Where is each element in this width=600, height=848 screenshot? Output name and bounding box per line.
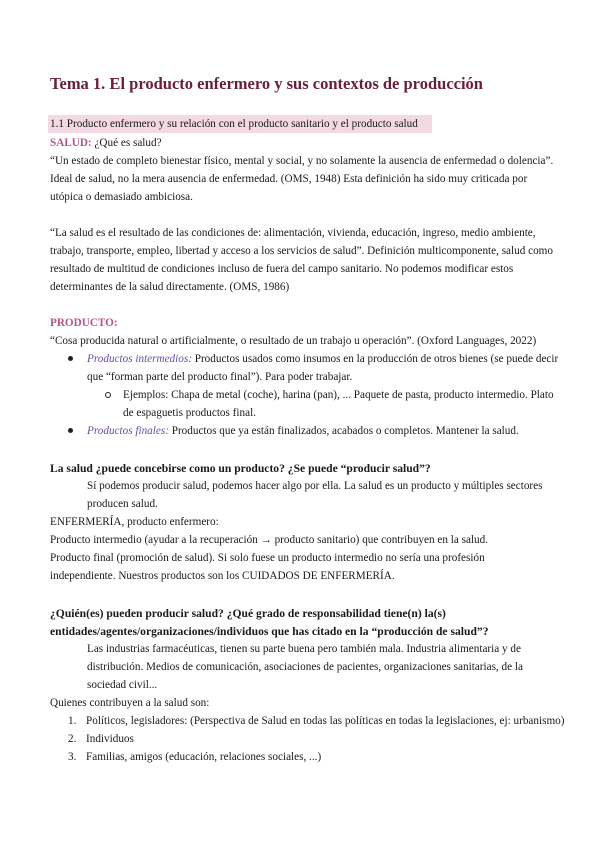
bullet-item-finales	[87, 422, 519, 441]
paragraph-line: trabajo, transporte, empleo, libertad y acceso a los servicios de salud”. Definición multicomponente, salud como	[50, 245, 553, 257]
producto-definition: “Cosa producida natural o artificialmente, o resultado de un trabajo u operación”. (Oxford Languages, 2022)	[50, 335, 537, 347]
bullet-item-intermedios	[87, 350, 558, 369]
paragraph-line: Producto intermedio (ayudar a la recuperación → producto sanitario) que contribuyen en la salud.	[50, 534, 489, 546]
list-number: 3.	[68, 751, 77, 763]
paragraph-line: resultado de multitud de condiciones incluso de fuera del campo sanitario. No podemos modificar estos	[50, 263, 514, 275]
bullet-icon	[68, 356, 73, 361]
question-heading: entidades/agentes/organizaciones/individuos que has citado en la “producción de salud”?	[50, 625, 489, 638]
question-heading: La salud ¿puede concebirse como un producto? ¿Se puede “producir salud”?	[50, 462, 431, 475]
paragraph-line: “Un estado de completo bienestar físico, mental y social, y no solamente la ausencia de enfermedad o dolencia”.	[50, 155, 554, 167]
answer-line: Sí podemos producir salud, podemos hacer algo por ella. La salud es un producto y múltiples sectores	[87, 480, 543, 492]
paragraph-line: “La salud es el resultado de las condiciones de: alimentación, vivienda, educación, ingreso, medio ambiente,	[50, 227, 536, 239]
term-text: Productos que ya están finalizados, acabados o completos. Mantener la salud.	[168, 425, 519, 437]
bullet-item-continuation: que “forman parte del producto final”). Para poder trabajar.	[87, 371, 353, 383]
list-number: 1.	[68, 715, 77, 727]
page-title: Tema 1. El producto enfermero y sus contextos de producción	[50, 74, 483, 93]
answer-line: Las industrias farmacéuticas, tienen su parte buena pero también mala. Industria alimentaria y de	[87, 643, 521, 655]
answer-line: sociedad civil...	[87, 679, 158, 691]
bullet-icon	[68, 428, 73, 433]
numbered-item	[68, 748, 321, 767]
answer-line: distribución. Medios de comunicación, asociaciones de pacientes, organizaciones sanitarias, de la	[87, 661, 523, 673]
producto-label: PRODUCTO:	[50, 317, 118, 329]
paragraph-line: determinantes de la salud directamente. (OMS, 1986)	[50, 281, 290, 293]
list-text: Individuos	[86, 733, 134, 745]
numbered-item	[68, 712, 564, 731]
list-text: Políticos, legisladores: (Perspectiva de Salud en todas las políticas en todas la legislaciones, ej: urbanismo)	[86, 715, 565, 727]
paragraph-line: Producto final (promoción de salud). Si solo fuese un producto intermedio no sería una profesión	[50, 552, 485, 564]
question-heading: ¿Quién(es) pueden producir salud? ¿Qué grado de responsabilidad tiene(n) la(s)	[50, 607, 446, 620]
paragraph-line: utópica o demasiado ambiciosa.	[50, 191, 193, 203]
numbered-item	[68, 730, 134, 749]
term-finales: Productos finales:	[87, 425, 169, 437]
section-heading-highlight: 1.1 Producto enfermero y su relación con el producto sanitario y el producto salud	[48, 115, 432, 133]
paragraph-line: independiente. Nuestros productos son los CUIDADOS DE ENFERMERÍA.	[50, 570, 395, 582]
list-number: 2.	[68, 733, 77, 745]
paragraph-line: ENFERMERÍA, producto enfermero:	[50, 516, 219, 528]
salud-line	[50, 134, 162, 153]
paragraph-line: Quienes contribuyen a la salud son:	[50, 697, 210, 709]
sub-bullet-item: Ejemplos: Chapa de metal (coche), harina (pan), ... Paquete de pasta, producto intermedio. Plato	[123, 389, 554, 401]
paragraph-line: Ideal de salud, no la mera ausencia de enfermedad. (OMS, 1948) Esta definición ha sido muy criticada por	[50, 173, 528, 185]
salud-question: ¿Qué es salud?	[94, 137, 162, 149]
list-text: Familias, amigos (educación, relaciones sociales, ...)	[86, 751, 322, 763]
term-intermedios: Productos intermedios:	[87, 353, 192, 365]
term-text: Productos usados como insumos en la producción de otros bienes (se puede decir	[191, 353, 559, 365]
sub-bullet-icon	[105, 392, 111, 398]
answer-line: producen salud.	[87, 498, 158, 510]
salud-label: SALUD:	[50, 137, 92, 149]
sub-bullet-continuation: de espaguetis productos final.	[123, 407, 256, 419]
